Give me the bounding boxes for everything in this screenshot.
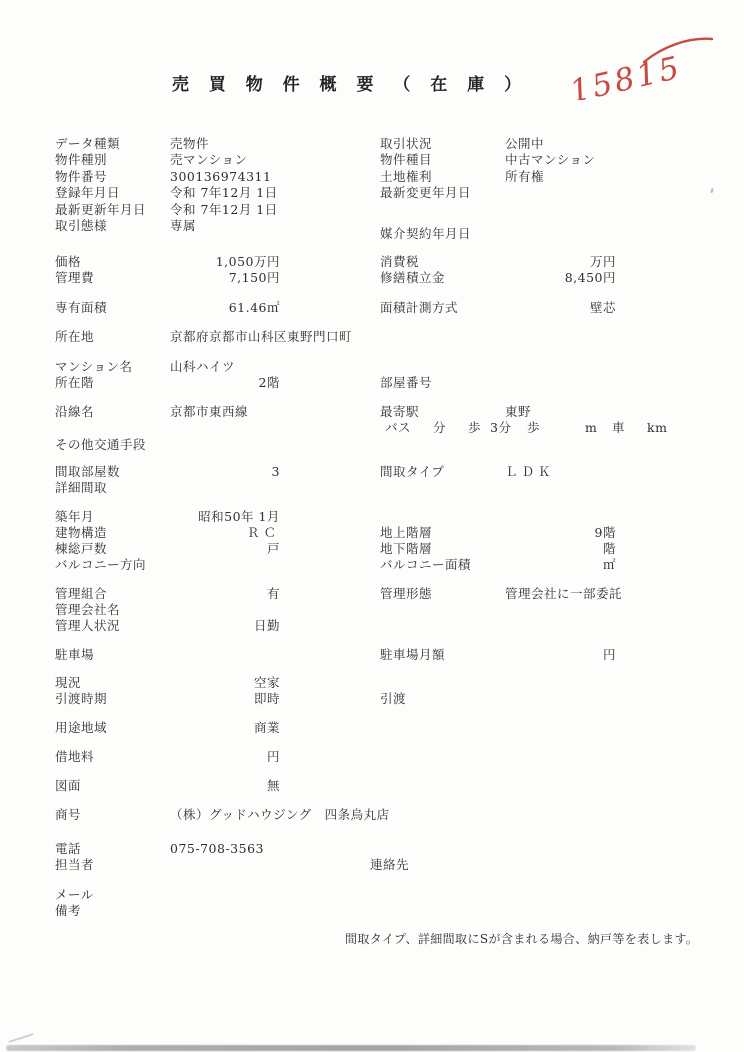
trade-name-value: （株）グッドハウジング 四条烏丸店	[170, 807, 390, 822]
land-lease-fee-value: 円	[266, 749, 280, 764]
parking-label: 駐車場	[55, 647, 95, 662]
mgmt-association-value: 有	[266, 586, 280, 601]
exclusive-area-label: 専有面積	[55, 300, 108, 315]
updated-date-label: 最新更新年月日	[55, 202, 147, 217]
updated-date-value: 令和 7年12月 1日	[170, 202, 278, 217]
registered-date-label: 登録年月日	[55, 185, 121, 200]
page-title: 売 買 物 件 概 要 （ 在 庫 ）	[171, 75, 529, 95]
location-value: 京都府京都市山科区東野門口町	[170, 329, 353, 344]
floors-below-label: 地下階層	[380, 541, 433, 556]
room-count-label: 間取部屋数	[55, 464, 121, 479]
mgmt-company-label: 管理会社名	[55, 602, 121, 617]
transport-km-unit: km	[647, 420, 668, 435]
repair-reserve-value: 8,450円	[564, 270, 616, 285]
area-measurement-label: 面積計測方式	[380, 300, 459, 315]
zoning-value: 商業	[253, 720, 280, 735]
drawing-label: 図面	[55, 778, 82, 793]
transport-walk2-label: 歩	[527, 420, 541, 435]
contact-label: 連絡先	[370, 857, 410, 872]
area-measurement-value: 壁芯	[589, 300, 616, 315]
land-rights-label: 土地権利	[380, 169, 433, 184]
balcony-direction-label: バルコニー方向	[55, 557, 147, 572]
consumption-tax-label: 消費税	[380, 254, 420, 269]
person-in-charge-label: 担当者	[55, 857, 95, 872]
handover-time-value: 即時	[253, 691, 280, 706]
property-type-value: 売マンション	[170, 152, 248, 167]
property-category-value: 中古マンション	[505, 152, 596, 167]
mgmt-association-label: 管理組合	[55, 586, 108, 601]
floors-above-label: 地上階層	[380, 525, 433, 540]
handover-label: 引渡	[380, 691, 407, 706]
repair-reserve-label: 修繕積立金	[380, 270, 446, 285]
mansion-name-label: マンション名	[55, 359, 133, 374]
management-fee-value: 7,150円	[228, 270, 280, 285]
scan-edge-shadow	[6, 1045, 696, 1051]
manager-status-label: 管理人状況	[55, 618, 121, 633]
parking-monthly-value: 円	[602, 647, 616, 662]
footer-note: 間取タイプ、詳細間取にSが含まれる場合、納戸等を表します。	[345, 932, 699, 946]
floors-above-value: 9階	[594, 525, 616, 540]
transaction-mode-value: 専属	[170, 218, 197, 233]
transport-walk-label: 歩	[468, 420, 482, 435]
current-status-value: 空家	[253, 675, 280, 690]
drawing-value: 無	[266, 778, 280, 793]
transaction-status-label: 取引状況	[380, 136, 433, 151]
phone-value: 075-708-3563	[170, 841, 264, 856]
mansion-name-value: 山科ハイツ	[170, 359, 236, 374]
phone-label: 電話	[55, 841, 82, 856]
property-number-label: 物件番号	[55, 169, 108, 184]
email-label: メール	[55, 887, 94, 902]
transport-bus-min: 分	[433, 420, 447, 435]
price-label: 価格	[55, 254, 82, 269]
management-fee-label: 管理費	[55, 270, 95, 285]
consumption-tax-value: 万円	[589, 254, 616, 269]
zoning-label: 用途地域	[55, 720, 108, 735]
transport-car-label: 車	[612, 420, 626, 435]
layout-type-label: 間取タイプ	[380, 464, 445, 479]
last-modified-date-label: 最新変更年月日	[380, 185, 472, 200]
land-lease-fee-label: 借地料	[55, 749, 95, 764]
total-units-label: 棟総戸数	[55, 541, 108, 556]
mgmt-form-label: 管理形態	[380, 586, 433, 601]
transport-bus-label: バス	[385, 420, 412, 435]
property-category-label: 物件種目	[380, 152, 433, 167]
registered-date-value: 令和 7年12月 1日	[170, 185, 278, 200]
layout-type-value: ＬＤＫ	[505, 464, 555, 479]
scan-scratch	[8, 1033, 33, 1043]
room-count-value: 3	[271, 464, 280, 479]
balcony-area-label: バルコニー面積	[380, 557, 472, 572]
transaction-mode-label: 取引態様	[55, 218, 108, 233]
floor-located-value: 2階	[258, 375, 280, 390]
land-rights-value: 所有権	[505, 169, 545, 184]
handwritten-number-text: 15815	[566, 49, 686, 100]
current-status-label: 現況	[55, 675, 82, 690]
scan-speck	[710, 188, 713, 193]
built-date-label: 築年月	[55, 509, 95, 524]
structure-label: 建物構造	[55, 525, 108, 540]
transaction-status-value: 公開中	[505, 136, 545, 151]
location-label: 所在地	[55, 329, 95, 344]
floor-located-label: 所在階	[55, 375, 95, 390]
manager-status-value: 日勤	[253, 618, 280, 633]
exclusive-area-value: 61.46㎡	[228, 300, 280, 315]
total-units-value: 戸	[266, 541, 280, 556]
transport-meter-unit: m	[585, 420, 598, 435]
other-transport-label: その他交通手段	[55, 437, 147, 452]
built-date-value: 昭和50年 1月	[198, 509, 280, 524]
balcony-area-value: ㎡	[602, 557, 616, 572]
data-kind-value: 売物件	[170, 136, 210, 151]
trade-name-label: 商号	[55, 807, 82, 822]
nearest-station-value: 東野	[505, 404, 532, 419]
property-type-label: 物件種別	[55, 152, 108, 167]
structure-value: ＲＣ	[246, 525, 280, 540]
nearest-station-label: 最寄駅	[380, 404, 420, 419]
mgmt-form-value: 管理会社に一部委託	[505, 586, 623, 601]
room-number-label: 部屋番号	[380, 375, 433, 390]
property-number-value: 300136974311	[170, 169, 272, 184]
data-kind-label: データ種類	[55, 136, 121, 151]
price-value: 1,050万円	[215, 254, 280, 269]
handover-time-label: 引渡時期	[55, 691, 108, 706]
rail-line-label: 沿線名	[55, 404, 95, 419]
remarks-label: 備考	[55, 903, 82, 918]
parking-monthly-label: 駐車場月額	[380, 647, 446, 662]
transport-walk-min: 3分	[490, 420, 512, 435]
rail-line-value: 京都市東西線	[170, 404, 249, 419]
floors-below-value: 階	[602, 541, 616, 556]
detailed-layout-label: 詳細間取	[55, 480, 108, 495]
mediation-date-label: 媒介契約年月日	[380, 226, 472, 241]
